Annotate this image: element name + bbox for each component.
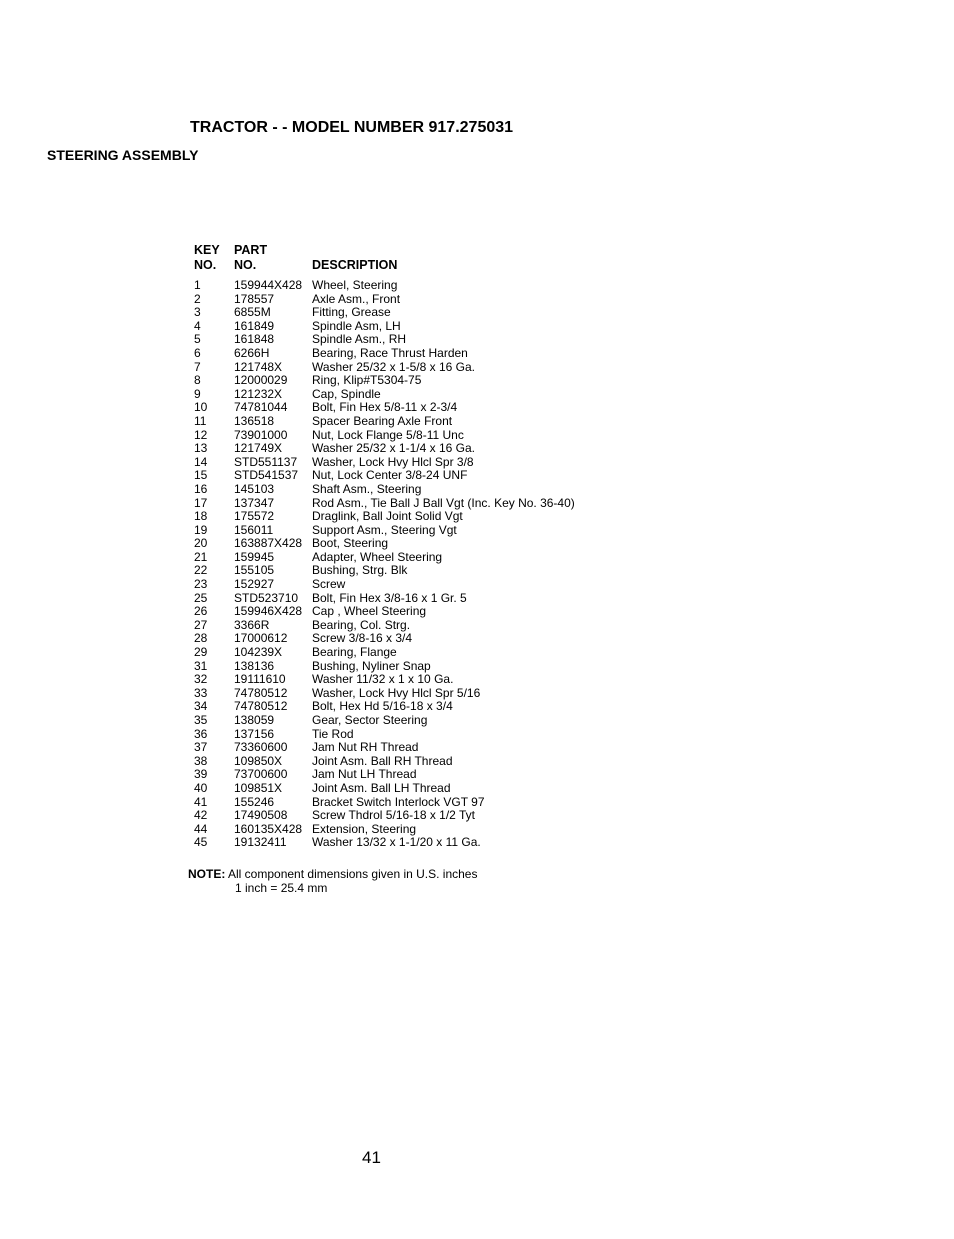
- header-key-no: NO.: [194, 258, 217, 272]
- table-row: [194, 782, 575, 796]
- table-row: [194, 401, 575, 415]
- part-number: 160135X428: [234, 821, 303, 836]
- note-line2: 1 inch = 25.4 mm: [235, 881, 328, 895]
- note-line1: All component dimensions given in U.S. inches: [228, 867, 478, 881]
- key-number: 7: [194, 359, 201, 374]
- part-description: Bolt, Fin Hex 5/8-11 x 2-3/4: [312, 400, 458, 415]
- part-number: 138059: [234, 713, 275, 727]
- part-description: Nut, Lock Center 3/8-24 UNF: [312, 468, 468, 483]
- key-number: 20: [194, 536, 208, 551]
- table-row: [194, 388, 575, 402]
- key-number: 29: [194, 645, 208, 660]
- key-number: 11: [194, 413, 207, 428]
- table-row: [194, 469, 575, 483]
- key-number: 33: [194, 685, 208, 700]
- key-number: 28: [194, 631, 208, 646]
- part-number: 104239X: [234, 645, 283, 660]
- part-number: 159944X428: [234, 278, 303, 292]
- table-row: [194, 524, 575, 538]
- part-number: 19132411: [234, 835, 287, 850]
- key-number: 34: [194, 699, 208, 714]
- table-row: [194, 347, 575, 361]
- part-description: Washer 13/32 x 1-1/20 x 11 Ga.: [312, 835, 481, 850]
- part-description: Adapter, Wheel Steering: [312, 549, 443, 564]
- part-description: Screw: [312, 577, 346, 592]
- part-number: 6855M: [234, 305, 271, 320]
- key-number: 36: [194, 726, 208, 741]
- key-number: 25: [194, 590, 208, 605]
- part-number: 74780512: [234, 685, 288, 700]
- key-number: 10: [194, 400, 208, 415]
- part-number: 137156: [234, 726, 275, 741]
- part-number: 6266H: [234, 345, 270, 360]
- table-row: [194, 741, 575, 755]
- key-number: 39: [194, 767, 208, 782]
- part-description: Joint Asm. Ball RH Thread: [312, 753, 453, 768]
- part-description: Tie Rod: [312, 726, 354, 741]
- table-row: [194, 415, 575, 429]
- parts-header-bottom: [194, 259, 575, 279]
- part-number: 178557: [234, 291, 275, 306]
- part-description: Washer 25/32 x 1-1/4 x 16 Ga.: [312, 441, 475, 456]
- table-row: [194, 510, 575, 524]
- part-number: 73901000: [234, 427, 288, 442]
- key-number: 6: [194, 345, 201, 360]
- key-number: 14: [194, 454, 208, 469]
- part-number: 137347: [234, 495, 275, 510]
- part-number: 159945: [234, 549, 275, 564]
- table-row: [194, 374, 575, 388]
- key-number: 15: [194, 468, 208, 483]
- part-description: Draglink, Ball Joint Solid Vgt: [312, 509, 463, 524]
- page-number: 41: [362, 1148, 381, 1167]
- part-description: Fitting, Grease: [312, 305, 391, 320]
- table-row: [194, 564, 575, 578]
- table-row: [194, 768, 575, 782]
- key-number: 17: [194, 495, 208, 510]
- part-description: Boot, Steering: [312, 536, 389, 551]
- key-number: 2: [194, 291, 201, 306]
- part-number: 17490508: [234, 808, 288, 823]
- part-description: Bolt, Fin Hex 3/8-16 x 1 Gr. 5: [312, 590, 467, 605]
- part-number: STD541537: [234, 468, 299, 483]
- part-number: 19111610: [234, 672, 286, 687]
- part-number: 121749X: [234, 441, 283, 456]
- part-description: Support Asm., Steering Vgt: [312, 522, 457, 537]
- table-row: [194, 605, 575, 619]
- table-row: [194, 361, 575, 375]
- part-description: Ring, Klip#T5304-75: [312, 373, 422, 388]
- part-description: Bushing, Nyliner Snap: [312, 658, 431, 673]
- table-row: [194, 578, 575, 592]
- part-number: 74780512: [234, 699, 288, 714]
- table-row: [194, 483, 575, 497]
- key-number: 23: [194, 577, 208, 592]
- key-number: 3: [194, 305, 201, 320]
- part-description: Washer, Lock Hvy Hlcl Spr 3/8: [312, 454, 474, 469]
- table-row: [194, 700, 575, 714]
- key-number: 32: [194, 672, 208, 687]
- part-number: 121232X: [234, 386, 283, 401]
- key-number: 4: [194, 318, 201, 333]
- part-number: 161848: [234, 332, 275, 347]
- table-row: [194, 279, 575, 293]
- part-number: 145103: [234, 481, 275, 496]
- part-description: Rod Asm., Tie Ball J Ball Vgt (Inc. Key No. 36-40): [312, 495, 575, 510]
- part-number: 109851X: [234, 780, 283, 795]
- table-row: [194, 306, 575, 320]
- table-row: [194, 632, 575, 646]
- part-number: 73700600: [234, 767, 288, 782]
- key-number: 42: [194, 808, 208, 823]
- part-number: 3366R: [234, 617, 270, 632]
- key-number: 35: [194, 713, 208, 727]
- part-number: STD551137: [234, 454, 298, 469]
- key-number: 16: [194, 481, 208, 496]
- table-row: [194, 755, 575, 769]
- table-row: [194, 687, 575, 701]
- part-number: 73360600: [234, 740, 288, 755]
- table-row: [194, 836, 575, 850]
- table-row: [194, 809, 575, 823]
- part-description: Nut, Lock Flange 5/8-11 Unc: [312, 427, 464, 442]
- table-row: [194, 592, 575, 606]
- part-number: 12000029: [234, 373, 288, 388]
- part-description: Gear, Sector Steering: [312, 713, 428, 727]
- part-number: STD523710: [234, 590, 299, 605]
- header-key: KEY: [194, 243, 220, 257]
- header-part-no: NO.: [234, 258, 257, 272]
- table-row: [194, 537, 575, 551]
- table-row: [194, 333, 575, 347]
- parts-header-top: [194, 244, 575, 259]
- section-title: STEERING ASSEMBLY: [47, 147, 199, 163]
- table-row: [194, 551, 575, 565]
- key-number: 31: [194, 658, 208, 673]
- key-number: 1: [194, 278, 201, 292]
- note: [188, 867, 477, 895]
- key-number: 18: [194, 509, 208, 524]
- table-row: [194, 673, 575, 687]
- key-number: 27: [194, 617, 208, 632]
- parts-rows: [194, 279, 575, 850]
- part-description: Cap, Spindle: [312, 386, 381, 401]
- part-description: Washer 25/32 x 1-5/8 x 16 Ga.: [312, 359, 475, 374]
- key-number: 19: [194, 522, 208, 537]
- table-row: [194, 796, 575, 810]
- part-number: 163887X428: [234, 536, 303, 551]
- part-description: Jam Nut LH Thread: [312, 767, 417, 782]
- key-number: 45: [194, 835, 208, 850]
- key-number: 41: [194, 794, 208, 809]
- part-description: Bracket Switch Interlock VGT 97: [312, 794, 485, 809]
- key-number: 44: [194, 821, 208, 836]
- part-number: 152927: [234, 577, 275, 592]
- part-description: Bearing, Col. Strg.: [312, 617, 411, 632]
- table-row: [194, 442, 575, 456]
- key-number: 5: [194, 332, 201, 347]
- table-row: [194, 293, 575, 307]
- key-number: 37: [194, 740, 208, 755]
- part-description: Screw Thdrol 5/16-18 x 1/2 Tyt: [312, 808, 475, 823]
- key-number: 9: [194, 386, 201, 401]
- table-row: [194, 728, 575, 742]
- table-row: [194, 320, 575, 334]
- part-description: Spindle Asm, LH: [312, 318, 401, 333]
- part-description: Axle Asm., Front: [312, 291, 401, 306]
- key-number: 26: [194, 604, 208, 619]
- part-description: Washer, Lock Hvy Hlcl Spr 5/16: [312, 685, 481, 700]
- part-number: 17000612: [234, 631, 288, 646]
- page-title: TRACTOR - - MODEL NUMBER 917.275031: [190, 119, 514, 136]
- part-number: 121748X: [234, 359, 283, 374]
- part-number: 175572: [234, 509, 275, 524]
- key-number: 13: [194, 441, 208, 456]
- key-number: 22: [194, 563, 208, 578]
- part-number: 155246: [234, 794, 275, 809]
- table-row: [194, 456, 575, 470]
- part-description: Jam Nut RH Thread: [312, 740, 419, 755]
- note-label: NOTE:: [188, 867, 226, 881]
- table-row: [194, 660, 575, 674]
- part-number: 156011: [234, 522, 274, 537]
- part-description: Washer 11/32 x 1 x 10 Ga.: [312, 672, 454, 687]
- table-row: [194, 429, 575, 443]
- part-description: Screw 3/8-16 x 3/4: [312, 631, 413, 646]
- key-number: 21: [194, 549, 208, 564]
- part-description: Bushing, Strg. Blk: [312, 563, 408, 578]
- part-description: Cap , Wheel Steering: [312, 604, 427, 619]
- part-number: 155105: [234, 563, 275, 578]
- key-number: 40: [194, 780, 208, 795]
- table-row: [194, 497, 575, 511]
- parts-list: [194, 244, 575, 850]
- table-row: [194, 823, 575, 837]
- part-number: 138136: [234, 658, 275, 673]
- part-description: Spacer Bearing Axle Front: [312, 413, 453, 428]
- part-number: 136518: [234, 413, 275, 428]
- header-description: DESCRIPTION: [312, 258, 398, 272]
- part-description: Extension, Steering: [312, 821, 417, 836]
- key-number: 38: [194, 753, 208, 768]
- part-number: 74781044: [234, 400, 288, 415]
- part-number: 159946X428: [234, 604, 303, 619]
- part-description: Bearing, Race Thrust Harden: [312, 345, 468, 360]
- part-description: Spindle Asm., RH: [312, 332, 407, 347]
- part-description: Bolt, Hex Hd 5/16-18 x 3/4: [312, 699, 453, 714]
- key-number: 12: [194, 427, 208, 442]
- table-row: [194, 646, 575, 660]
- table-row: [194, 714, 575, 728]
- part-description: Shaft Asm., Steering: [312, 481, 422, 496]
- part-description: Bearing, Flange: [312, 645, 397, 660]
- part-number: 109850X: [234, 753, 283, 768]
- part-description: Wheel, Steering: [312, 278, 398, 292]
- part-number: 161849: [234, 318, 275, 333]
- key-number: 8: [194, 373, 201, 388]
- header-part: PART: [234, 243, 268, 257]
- part-description: Joint Asm. Ball LH Thread: [312, 780, 451, 795]
- table-row: [194, 619, 575, 633]
